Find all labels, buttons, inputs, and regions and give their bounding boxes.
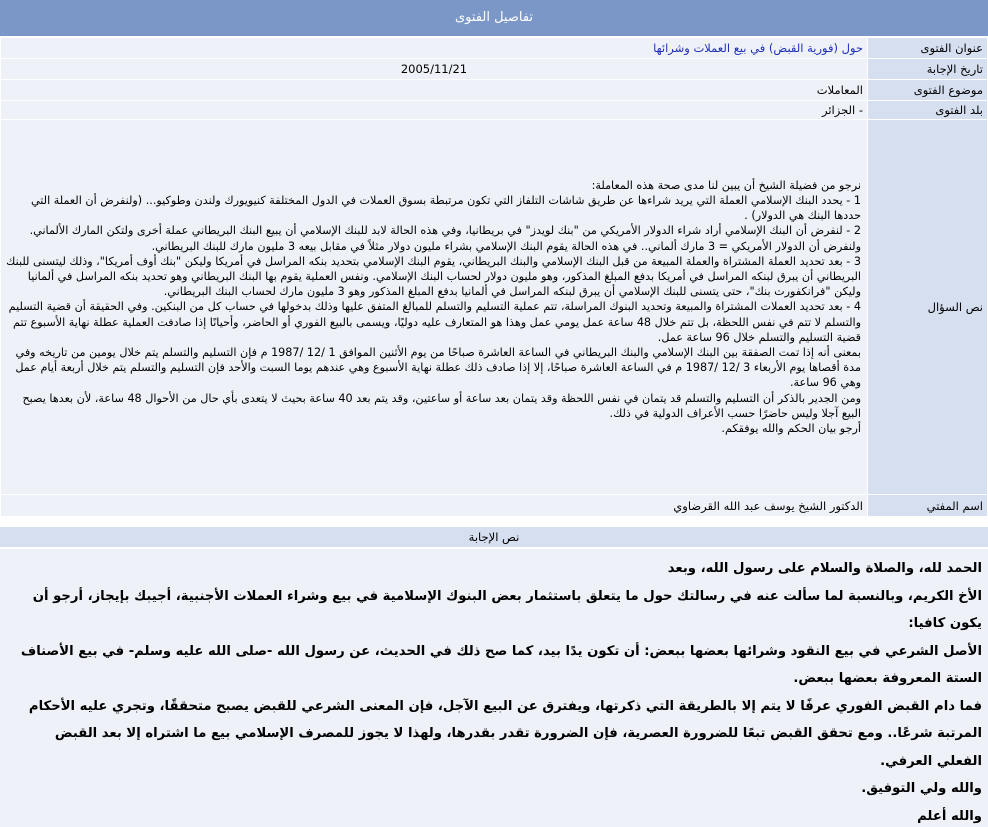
- answer-paragraph: الأصل الشرعي في بيع النقود وشرائها بعضها ببعض: أن تكون يدًا بيد، كما صح ذلك في الحديث، عن رسول الله -صلى الله عليه وسلم- في بيع الأصناف الستة المعروفة بعضها ببعض.: [20, 643, 982, 686]
- question-paragraph: بمعنى أنه إذا تمت الصفقة بين البنك الإسلامي والبنك البريطاني في الساعة العاشرة صباحًا من يوم الأثنين الموافق 1 /12 /1987 م فإن التسليم والتسلم يتم خلال يومين من تاريخه وفي مدة أقصاها يوم الأربعاء 3 /12 /1987 م في الساعة العاشرة صباحًا، إلا إذا صادف ذلك عطلة نهاية الأسبوع وهي عندهم يوما السبت والأحد فإن التسليم والتسلم يتم خلال أربعة أيام عمل وهي 96 ساعة.: [15, 346, 861, 390]
- topic-value: المعاملات: [1, 80, 867, 100]
- answer-paragraph: والله أعلم: [917, 808, 982, 824]
- answer-paragraph: فما دام القبض الفوري عرفًا لا يتم إلا بالطريقة التي ذكرتها، ويفترق عن البيع الآجل، فإن المعنى الشرعي للقبض يصبح متحققًا، وتجري عليه الأحكام المرتبة شرعًا.. ومع تحقق القبض تبعًا للضرورة العصرية، فإن الضرورة تقدر بقدرها، ولهذا لا يجوز للمصرف الإسلامي بيع ما اشتراه إلا بعد القبض الفعلي العرفي.: [28, 698, 982, 769]
- title-link[interactable]: حول (فورية القبض) في بيع العملات وشرائها: [653, 41, 863, 55]
- question-label: نص السؤال: [868, 120, 987, 494]
- question-paragraph: 3 - بعد تحديد العملة المشتراة والعملة المبيعة من قبل البنك الإسلامي والبنك البريطاني، يقوم البنك الإسلامي بتحديد بنكه المراسل في أمريكا وليكن "بنك أوف أمريكا"، وذلك ليتسنى للبنك البريطاني أن يبرق لبنكه المراسل في أمريكا بدفع المبلغ المذكور، وهو مليون دولار لحساب البنك الإسلامي. ونفس العملية يقوم بها البنك البريطاني وهو تحديد بنكه المراسل في ألمانيا وليكن "فرانكفورت بنك"، حتى يتسنى للبنك الإسلامي أن يبرق لبنكه المراسل في ألمانيا بدفع المبلغ المذكور وهو 3 مليون مارك لحساب البنك البريطاني.: [6, 254, 861, 299]
- title-value[interactable]: [1, 38, 867, 58]
- answer-text: [0, 549, 988, 827]
- question-paragraph: أرجو بيان الحكم والله يوفقكم.: [721, 422, 861, 436]
- answer-paragraph: الأخ الكريم، وبالنسبة لما سألت عنه في رسالتك حول ما يتعلق باستثمار بعض البنوك الإسلامية في بيع وشراء العملات الأجنبية، أجيبك بإيجاز، أرجو أن يكون كافيا:: [32, 588, 982, 631]
- answer-paragraph: والله ولي التوفيق.: [861, 781, 982, 796]
- fatwa-details-table: [0, 37, 988, 517]
- question-paragraph: ومن الجدير بالذكر أن التسليم والتسلم قد يتمان في نفس اللحظة وقد يتمان بعد ساعة أو ساعتين، وقد يتم بعد 40 ساعة بحيث لا يتعدى بأي حال من الأحوال 48 ساعة، لأن بعدها يصبح البيع آجلا وليس حاضرًا حسب الأعراف الدولية في ذلك.: [22, 391, 861, 420]
- mufti-label: اسم المفتي: [868, 495, 987, 516]
- question-paragraph: 4 - بعد تحديد العملات المشتراة والمبيعة وتحديد البنوك المراسلة، تتم عملية التسليم والتسلم للمبالغ المتفق عليها وذلك بدخولها في حساب كل من البنكين. وفي الحقيقة أن قضية التسليم والتسلم لا تتم في نفس اللحظة، بل تتم خلال 48 ساعة عمل يومي عمل وهذا هو المتعارف عليه دوليًا، ويسمى بالبيع الفوري أو الحاضر، وأحيانًا إذا صادفت العملية عطلة نهاية الأسبوع تتم قضية التسليم والتسلم خلال 96 ساعة عمل.: [8, 300, 861, 344]
- topic-label: موضوع الفتوى: [868, 80, 987, 100]
- question-paragraph: 1 - يحدد البنك الإسلامي العملة التي يريد شراءها عن طريق شاشات التلفاز التي تكون مرتبطة بسوق العملات في الدول المختلفة كنيويورك ولندن وطوكيو... (ولنفرض أن العملة التي حددها البنك هي الدولار) .: [30, 193, 861, 223]
- question-value: [1, 120, 867, 494]
- mufti-value: الدكتور الشيخ يوسف عبد الله القرضاوي: [1, 495, 867, 516]
- answer-heading: نص الإجابة: [0, 527, 988, 547]
- country-label: بلد الفتوى: [868, 101, 987, 119]
- page-header: تفاصيل الفتوى: [0, 0, 988, 36]
- country-value: - الجزائر: [1, 101, 867, 119]
- title-label: عنوان الفتوى: [868, 38, 987, 58]
- question-text: [5, 176, 863, 438]
- question-paragraph: نرجو من فضيلة الشيخ أن يبين لنا مدى صحة هذه المعاملة:: [591, 178, 861, 192]
- answer-paragraph: الحمد لله، والصلاة والسلام على رسول الله، وبعد: [667, 561, 982, 576]
- question-paragraph: 2 - لنفرض أن البنك الإسلامي أراد شراء الدولار الأمريكي من "بنك لويدز" في بريطانيا، وفي هذه الحالة لابد للبنك الإسلامي أن يبيع البنك البريطاني عملة أخرى ولتكن المارك الألماني. ولنفرض أن الدولار الأمريكي = 3 مارك ألماني.. في هذه الحالة يقوم البنك الإسلامي بشراء مليون دولار مثلاً في مقابل بيعه 3 مليون مارك للبنك البريطاني.: [29, 224, 861, 253]
- date-value: 2005/11/21: [1, 59, 867, 79]
- date-label: تاريخ الإجابة: [868, 59, 987, 79]
